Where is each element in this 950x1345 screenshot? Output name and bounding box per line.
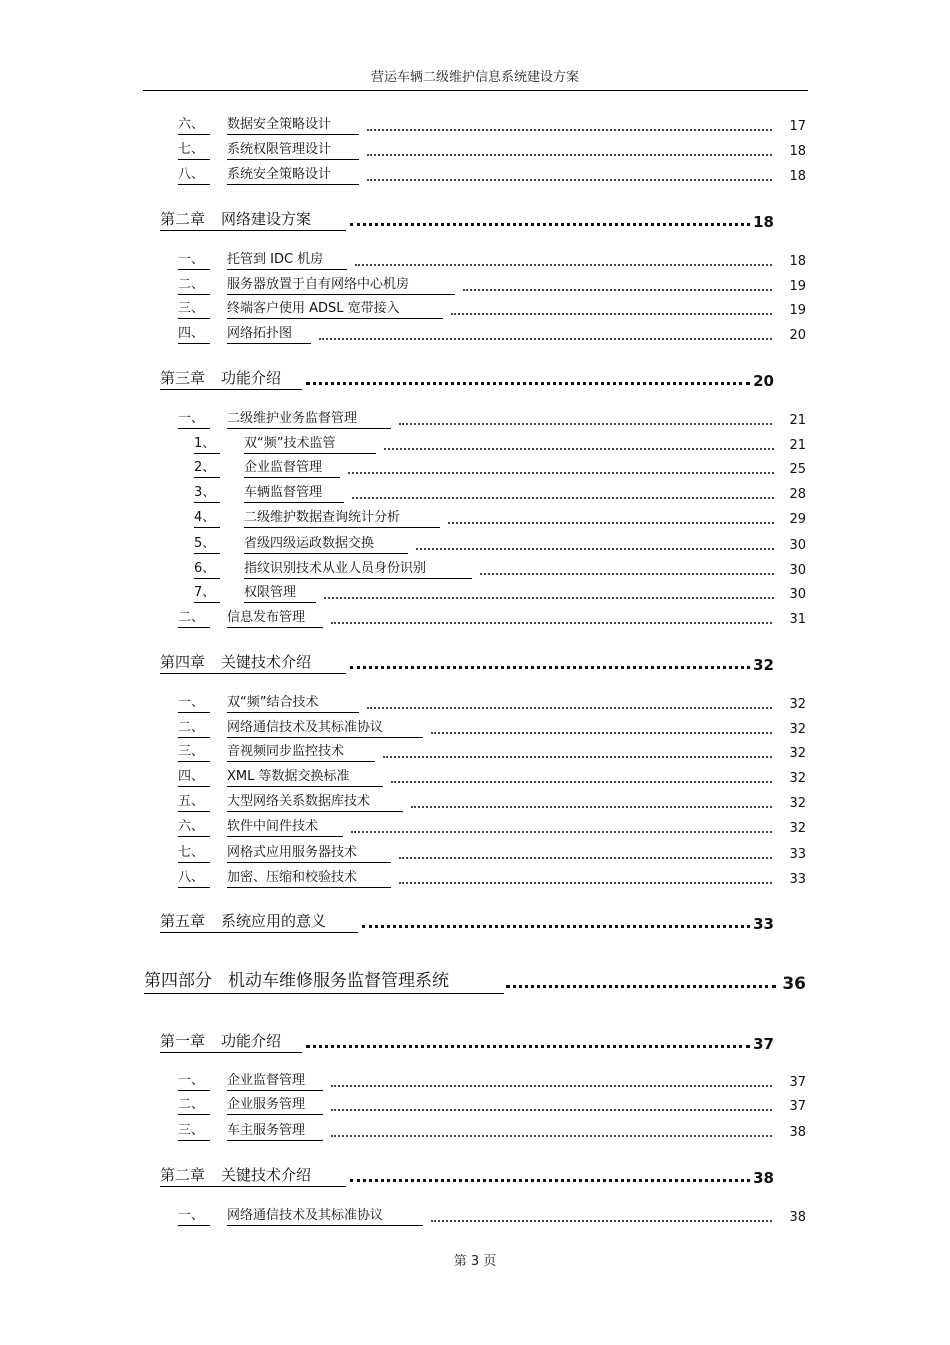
- toc-entry[interactable]: [0, 1097, 950, 1115]
- toc-leader-dots: [306, 382, 750, 385]
- toc-entry-page: 29: [789, 512, 806, 527]
- toc-leader-dots: [367, 707, 772, 709]
- toc-entry[interactable]: [0, 142, 950, 160]
- toc-entry-title: 网络通信技术及其标准协议: [227, 720, 423, 738]
- toc-entry-number: 二、: [178, 277, 210, 295]
- toc-entry[interactable]: [0, 819, 950, 837]
- toc-entry-number: 三、: [178, 1123, 210, 1141]
- toc-leader-dots: [351, 831, 772, 833]
- toc-entry-title: 企业监督管理: [227, 1073, 323, 1091]
- toc-entry-page: 38: [789, 1210, 806, 1225]
- toc-entry-title: 托管到 IDC 机房: [227, 252, 347, 270]
- toc-entry-number: 八、: [178, 870, 210, 888]
- toc-entry-number: 一、: [178, 695, 210, 713]
- toc-entry[interactable]: [0, 368, 950, 390]
- toc-entry-number: 四、: [178, 769, 210, 787]
- toc-entry-title: 网络通信技术及其标准协议: [227, 1208, 423, 1226]
- toc-entry-number: 一、: [178, 1208, 210, 1226]
- toc-entry-page: 20: [753, 372, 774, 390]
- toc-entry[interactable]: [0, 970, 950, 994]
- toc-entry[interactable]: [0, 510, 950, 528]
- toc-leader-dots: [506, 985, 776, 988]
- toc-entry[interactable]: [0, 911, 950, 933]
- toc-leader-dots: [399, 423, 772, 425]
- toc-leader-dots: [448, 522, 774, 524]
- toc-leader-dots: [384, 448, 774, 450]
- toc-entry-number: 3、: [194, 485, 220, 503]
- toc-entry-page: 21: [789, 413, 806, 428]
- toc-entry-page: 38: [789, 1125, 806, 1140]
- toc-entry-page: 32: [789, 697, 806, 712]
- toc-entry[interactable]: [0, 436, 950, 454]
- toc-leader-dots: [324, 597, 774, 599]
- toc-entry-title: [160, 653, 346, 674]
- toc-leader-dots: [348, 472, 774, 474]
- toc-entry-title: [160, 1166, 346, 1187]
- toc-entry-label: 功能介绍: [221, 369, 282, 387]
- toc-entry-page: 37: [753, 1035, 774, 1053]
- toc-entry[interactable]: [0, 536, 950, 554]
- toc-entry-page: 18: [753, 213, 774, 231]
- toc-leader-dots: [350, 1179, 750, 1182]
- toc-entry-title: [160, 210, 346, 231]
- toc-entry[interactable]: [0, 411, 950, 429]
- toc-entry-title: 省级四级运政数据交换: [244, 536, 408, 554]
- toc-entry-number: 七、: [178, 845, 210, 863]
- toc-entry-title: [160, 912, 358, 933]
- toc-entry[interactable]: [0, 769, 950, 787]
- toc-entry-title: 车主服务管理: [227, 1123, 323, 1141]
- toc-entry[interactable]: [0, 485, 950, 503]
- toc-leader-dots: [431, 732, 772, 734]
- toc-entry-number: 6、: [194, 561, 220, 579]
- toc-entry-title: XML 等数据交换标准: [227, 769, 383, 787]
- toc-entry-page: 30: [789, 538, 806, 553]
- toc-entry-title: 大型网络关系数据库技术: [227, 794, 403, 812]
- toc-entry-number: 四、: [178, 326, 210, 344]
- toc-leader-dots: [331, 622, 772, 624]
- toc-entry-page: 25: [789, 462, 806, 477]
- toc-leader-dots: [399, 882, 772, 884]
- toc-entry-page: 33: [753, 915, 774, 933]
- toc-entry[interactable]: [0, 117, 950, 135]
- toc-entry-page: 32: [789, 771, 806, 786]
- toc-entry-number: 六、: [178, 819, 210, 837]
- toc-entry-title: 终端客户使用 ADSL 宽带接入: [227, 301, 443, 319]
- toc-entry-title: 指纹识别技术从业人员身份识别: [244, 561, 472, 579]
- toc-leader-dots: [331, 1109, 772, 1111]
- page-footer: 第 3 页: [453, 1254, 497, 1269]
- toc-entry-title: [144, 971, 504, 994]
- toc-entry-number: 第二章: [160, 1166, 206, 1184]
- toc-entry-number: 八、: [178, 167, 210, 185]
- toc-entry-title: 音视频同步监控技术: [227, 744, 375, 762]
- toc-entry-page: 37: [789, 1075, 806, 1090]
- toc-entry[interactable]: [0, 652, 950, 674]
- toc-entry[interactable]: [0, 460, 950, 478]
- toc-entry-title: 加密、压缩和校验技术: [227, 870, 391, 888]
- toc-entry[interactable]: [0, 1031, 950, 1053]
- toc-entry-page: 21: [789, 438, 806, 453]
- toc-entry[interactable]: [0, 720, 950, 738]
- toc-entry-number: 三、: [178, 744, 210, 762]
- toc-entry-page: 38: [753, 1169, 774, 1187]
- toc-entry-number: 5、: [194, 536, 220, 554]
- toc-entry-title: [160, 1032, 302, 1053]
- toc-entry-title: 网络拓扑图: [227, 326, 311, 344]
- toc-leader-dots: [331, 1085, 772, 1087]
- toc-entry-page: 32: [789, 722, 806, 737]
- toc-entry[interactable]: [0, 561, 950, 579]
- page-header: 营运车辆二级维护信息系统建设方案: [370, 70, 579, 85]
- toc-leader-dots: [319, 338, 772, 340]
- toc-entry[interactable]: [0, 1123, 950, 1141]
- toc-entry-title: 二级维护数据查询统计分析: [244, 510, 440, 528]
- toc-entry[interactable]: [0, 610, 950, 628]
- toc-leader-dots: [367, 129, 772, 131]
- toc-entry-title: 企业监督管理: [244, 460, 340, 478]
- toc-entry-title: 数据安全策略设计: [227, 117, 359, 135]
- toc-entry-number: 7、: [194, 585, 220, 603]
- toc-entry[interactable]: [0, 252, 950, 270]
- toc-entry-title: [160, 369, 302, 390]
- toc-entry-title: 信息发布管理: [227, 610, 323, 628]
- toc-entry-title: 二级维护业务监督管理: [227, 411, 391, 429]
- toc-entry-page: 19: [789, 279, 806, 294]
- toc-entry-number: 六、: [178, 117, 210, 135]
- toc-entry-number: 第一章: [160, 1032, 206, 1050]
- toc-entry-page: 20: [789, 328, 806, 343]
- toc-leader-dots: [399, 857, 772, 859]
- toc-entry[interactable]: [0, 1208, 950, 1226]
- toc-entry[interactable]: [0, 326, 950, 344]
- toc-leader-dots: [355, 264, 772, 266]
- toc-entry-number: 二、: [178, 1097, 210, 1115]
- toc-leader-dots: [362, 925, 750, 928]
- toc-entry-page: 33: [789, 872, 806, 887]
- toc-entry-page: 31: [789, 612, 806, 627]
- toc-entry[interactable]: [0, 209, 950, 231]
- toc-entry-page: 28: [789, 487, 806, 502]
- toc-entry-label: 关键技术介绍: [221, 653, 312, 671]
- toc-entry-title: 权限管理: [244, 585, 316, 603]
- toc-entry-page: 18: [789, 169, 806, 184]
- toc-entry-title: 网格式应用服务器技术: [227, 845, 391, 863]
- toc-leader-dots: [463, 289, 772, 291]
- toc-entry-number: 一、: [178, 411, 210, 429]
- toc-leader-dots: [411, 806, 772, 808]
- toc-entry-number: 第四章: [160, 653, 206, 671]
- toc-entry-page: 32: [789, 796, 806, 811]
- toc-entry-page: 32: [753, 656, 774, 674]
- toc-entry-number: 第四部分: [144, 971, 212, 991]
- toc-entry[interactable]: [0, 744, 950, 762]
- toc-entry[interactable]: [0, 277, 950, 295]
- toc-entry-number: 第二章: [160, 210, 206, 228]
- toc-entry[interactable]: [0, 585, 950, 603]
- toc-entry[interactable]: [0, 845, 950, 863]
- toc-entry-title: 车辆监督管理: [244, 485, 344, 503]
- toc-entry-number: 一、: [178, 1073, 210, 1091]
- toc-entry-number: 第五章: [160, 912, 206, 930]
- toc-entry-label: 机动车维修服务监督管理系统: [228, 971, 449, 991]
- toc-entry[interactable]: [0, 695, 950, 713]
- toc-entry-page: 32: [789, 746, 806, 761]
- toc-entry-page: 32: [789, 821, 806, 836]
- toc-entry-number: 七、: [178, 142, 210, 160]
- toc-entry-number: 三、: [178, 301, 210, 319]
- toc-entry-page: 33: [789, 847, 806, 862]
- toc-entry-number: 1、: [194, 436, 220, 454]
- toc-entry-page: 18: [789, 254, 806, 269]
- toc-entry-number: 二、: [178, 610, 210, 628]
- toc-entry-title: 双“频”结合技术: [227, 695, 359, 713]
- toc-leader-dots: [383, 756, 772, 758]
- toc-leader-dots: [331, 1135, 772, 1137]
- toc-entry-label: 关键技术介绍: [221, 1166, 312, 1184]
- toc-entry[interactable]: [0, 167, 950, 185]
- toc-entry-number: 二、: [178, 720, 210, 738]
- toc-entry-title: 服务器放置于自有网络中心机房: [227, 277, 455, 295]
- toc-entry-label: 功能介绍: [221, 1032, 282, 1050]
- toc-leader-dots: [352, 497, 774, 499]
- toc-entry[interactable]: [0, 794, 950, 812]
- toc-leader-dots: [451, 313, 772, 315]
- toc-entry-label: 系统应用的意义: [221, 912, 327, 930]
- toc-entry-title: 系统权限管理设计: [227, 142, 359, 160]
- toc-entry-label: 网络建设方案: [221, 210, 312, 228]
- toc-entry-title: 企业服务管理: [227, 1097, 323, 1115]
- toc-entry-page: 36: [782, 974, 806, 994]
- toc-leader-dots: [367, 179, 772, 181]
- toc-entry-page: 30: [789, 563, 806, 578]
- toc-leader-dots: [306, 1045, 750, 1048]
- toc-entry-page: 17: [789, 119, 806, 134]
- toc-entry-number: 2、: [194, 460, 220, 478]
- toc-entry[interactable]: [0, 1165, 950, 1187]
- toc-entry-page: 19: [789, 303, 806, 318]
- toc-leader-dots: [350, 223, 750, 226]
- toc-entry[interactable]: [0, 301, 950, 319]
- toc-entry-number: 4、: [194, 510, 220, 528]
- toc-leader-dots: [431, 1220, 772, 1222]
- toc-entry-page: 37: [789, 1099, 806, 1114]
- toc-entry[interactable]: [0, 1073, 950, 1091]
- toc-entry-title: 系统安全策略设计: [227, 167, 359, 185]
- toc-leader-dots: [367, 154, 772, 156]
- toc-entry-page: 18: [789, 144, 806, 159]
- toc-leader-dots: [391, 781, 772, 783]
- toc-entry-title: 双“频”技术监管: [244, 436, 376, 454]
- toc-leader-dots: [350, 666, 750, 669]
- toc-entry-number: 五、: [178, 794, 210, 812]
- toc-entry-title: 软件中间件技术: [227, 819, 343, 837]
- toc-entry-page: 30: [789, 587, 806, 602]
- toc-entry-number: 第三章: [160, 369, 206, 387]
- toc-leader-dots: [480, 573, 774, 575]
- toc-entry[interactable]: [0, 870, 950, 888]
- toc-leader-dots: [416, 548, 774, 550]
- toc-entry-number: 一、: [178, 252, 210, 270]
